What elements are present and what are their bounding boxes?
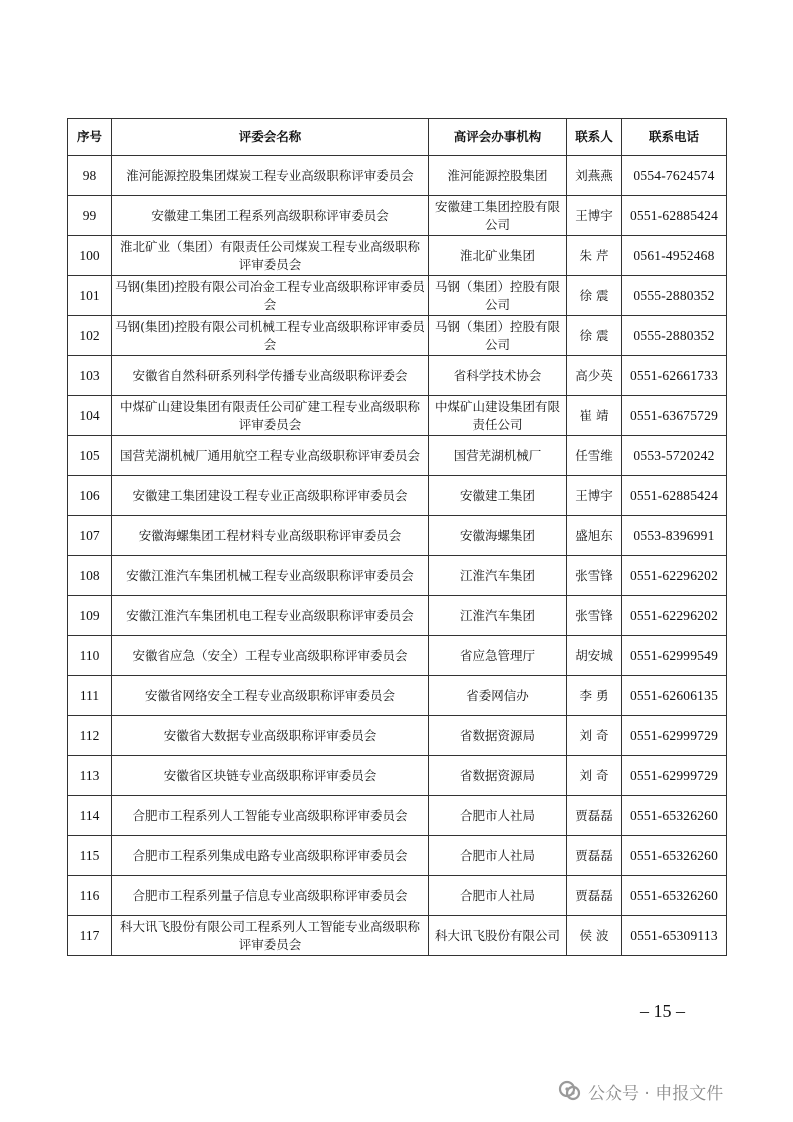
row-committee-name: 安徽省大数据专业高级职称评审委员会	[112, 716, 429, 756]
row-committee-name: 合肥市工程系列人工智能专业高级职称评审委员会	[112, 796, 429, 836]
row-contact: 李 勇	[567, 676, 622, 716]
row-committee-name: 安徽江淮汽车集团机械工程专业高级职称评审委员会	[112, 556, 429, 596]
row-committee-name: 马钢(集团)控股有限公司冶金工程专业高级职称评审委员会	[112, 276, 429, 316]
table-row	[68, 716, 727, 756]
row-committee-name: 安徽海螺集团工程材料专业高级职称评审委员会	[112, 516, 429, 556]
table-row	[68, 756, 727, 796]
row-seq: 105	[68, 436, 112, 476]
row-committee-name: 马钢(集团)控股有限公司机械工程专业高级职称评审委员会	[112, 316, 429, 356]
header-committee-name: 评委会名称	[112, 119, 429, 156]
row-seq: 103	[68, 356, 112, 396]
row-phone: 0554-7624574	[622, 156, 727, 196]
row-phone: 0551-62999549	[622, 636, 727, 676]
row-contact: 高少英	[567, 356, 622, 396]
table-body	[68, 156, 727, 956]
row-phone: 0551-63675729	[622, 396, 727, 436]
row-contact: 侯 波	[567, 916, 622, 956]
row-phone: 0551-65326260	[622, 876, 727, 916]
row-office: 国营芜湖机械厂	[429, 436, 567, 476]
row-office: 省委网信办	[429, 676, 567, 716]
table-row	[68, 676, 727, 716]
row-committee-name: 安徽省区块链专业高级职称评审委员会	[112, 756, 429, 796]
page-number: – 15 –	[640, 1001, 685, 1021]
row-phone: 0553-8396991	[622, 516, 727, 556]
row-contact: 徐 震	[567, 276, 622, 316]
row-seq: 116	[68, 876, 112, 916]
row-phone: 0551-65309113	[622, 916, 727, 956]
row-office: 合肥市人社局	[429, 836, 567, 876]
row-contact: 张雪锋	[567, 596, 622, 636]
row-phone: 0551-62999729	[622, 716, 727, 756]
row-contact: 盛旭东	[567, 516, 622, 556]
row-contact: 王博宇	[567, 476, 622, 516]
row-contact: 贾磊磊	[567, 796, 622, 836]
row-office: 安徽海螺集团	[429, 516, 567, 556]
row-phone: 0555-2880352	[622, 276, 727, 316]
table-row	[68, 636, 727, 676]
row-contact: 刘 奇	[567, 756, 622, 796]
row-contact: 王博宇	[567, 196, 622, 236]
table-row	[68, 836, 727, 876]
row-office: 江淮汽车集团	[429, 556, 567, 596]
row-contact: 刘 奇	[567, 716, 622, 756]
table-row	[68, 556, 727, 596]
row-committee-name: 安徽省自然科研系列科学传播专业高级职称评委会	[112, 356, 429, 396]
row-committee-name: 国营芜湖机械厂通用航空工程专业高级职称评审委员会	[112, 436, 429, 476]
table-row	[68, 196, 727, 236]
row-office: 安徽建工集团控股有限公司	[429, 196, 567, 236]
row-committee-name: 安徽省应急（安全）工程专业高级职称评审委员会	[112, 636, 429, 676]
row-committee-name: 科大讯飞股份有限公司工程系列人工智能专业高级职称评审委员会	[112, 916, 429, 956]
row-phone: 0551-62296202	[622, 596, 727, 636]
table-row	[68, 476, 727, 516]
committee-table	[67, 118, 727, 956]
row-office: 省应急管理厅	[429, 636, 567, 676]
row-contact: 刘燕燕	[567, 156, 622, 196]
row-office: 省数据资源局	[429, 756, 567, 796]
header-seq: 序号	[68, 119, 112, 156]
table-row	[68, 916, 727, 956]
row-committee-name: 淮北矿业（集团）有限责任公司煤炭工程专业高级职称评审委员会	[112, 236, 429, 276]
row-seq: 101	[68, 276, 112, 316]
row-contact: 崔 靖	[567, 396, 622, 436]
row-office: 马钢（集团）控股有限公司	[429, 316, 567, 356]
table-row	[68, 876, 727, 916]
row-seq: 108	[68, 556, 112, 596]
row-committee-name: 安徽建工集团建设工程专业正高级职称评审委员会	[112, 476, 429, 516]
row-contact: 徐 震	[567, 316, 622, 356]
table-row	[68, 276, 727, 316]
row-seq: 111	[68, 676, 112, 716]
row-phone: 0551-62885424	[622, 196, 727, 236]
watermark-text: 公众号 · 申报文件	[588, 1083, 724, 1104]
row-committee-name: 淮河能源控股集团煤炭工程专业高级职称评审委员会	[112, 156, 429, 196]
watermark	[558, 1078, 723, 1104]
row-office: 淮北矿业集团	[429, 236, 567, 276]
row-phone: 0551-62661733	[622, 356, 727, 396]
row-office: 马钢（集团）控股有限公司	[429, 276, 567, 316]
table-header-row	[68, 119, 727, 156]
row-seq: 113	[68, 756, 112, 796]
row-phone: 0551-62885424	[622, 476, 727, 516]
row-office: 省科学技术协会	[429, 356, 567, 396]
row-office: 合肥市人社局	[429, 796, 567, 836]
row-contact: 胡安城	[567, 636, 622, 676]
row-committee-name: 安徽江淮汽车集团机电工程专业高级职称评审委员会	[112, 596, 429, 636]
row-seq: 107	[68, 516, 112, 556]
row-seq: 110	[68, 636, 112, 676]
row-office: 中煤矿山建设集团有限责任公司	[429, 396, 567, 436]
table-row	[68, 396, 727, 436]
row-committee-name: 合肥市工程系列量子信息专业高级职称评审委员会	[112, 876, 429, 916]
row-contact: 张雪锋	[567, 556, 622, 596]
row-contact: 朱 芹	[567, 236, 622, 276]
row-seq: 99	[68, 196, 112, 236]
row-phone: 0551-65326260	[622, 796, 727, 836]
row-contact: 贾磊磊	[567, 876, 622, 916]
row-phone: 0561-4952468	[622, 236, 727, 276]
row-phone: 0551-65326260	[622, 836, 727, 876]
table-row	[68, 516, 727, 556]
row-phone: 0551-62606135	[622, 676, 727, 716]
row-seq: 100	[68, 236, 112, 276]
row-contact: 贾磊磊	[567, 836, 622, 876]
row-seq: 114	[68, 796, 112, 836]
row-phone: 0551-62999729	[622, 756, 727, 796]
row-phone: 0555-2880352	[622, 316, 727, 356]
row-committee-name: 安徽建工集团工程系列高级职称评审委员会	[112, 196, 429, 236]
table-row	[68, 236, 727, 276]
row-seq: 112	[68, 716, 112, 756]
header-office: 高评会办事机构	[429, 119, 567, 156]
row-seq: 115	[68, 836, 112, 876]
wechat-channel-icon	[558, 1080, 582, 1102]
table-row	[68, 156, 727, 196]
row-phone: 0551-62296202	[622, 556, 727, 596]
row-office: 江淮汽车集团	[429, 596, 567, 636]
row-contact: 任雪维	[567, 436, 622, 476]
row-office: 科大讯飞股份有限公司	[429, 916, 567, 956]
table-row	[68, 796, 727, 836]
row-seq: 106	[68, 476, 112, 516]
table-row	[68, 356, 727, 396]
row-seq: 109	[68, 596, 112, 636]
table-row	[68, 436, 727, 476]
row-seq: 117	[68, 916, 112, 956]
row-office: 安徽建工集团	[429, 476, 567, 516]
table-row	[68, 316, 727, 356]
row-seq: 102	[68, 316, 112, 356]
row-seq: 104	[68, 396, 112, 436]
header-phone: 联系电话	[622, 119, 727, 156]
row-office: 合肥市人社局	[429, 876, 567, 916]
header-contact: 联系人	[567, 119, 622, 156]
row-committee-name: 合肥市工程系列集成电路专业高级职称评审委员会	[112, 836, 429, 876]
row-committee-name: 中煤矿山建设集团有限责任公司矿建工程专业高级职称评审委员会	[112, 396, 429, 436]
row-seq: 98	[68, 156, 112, 196]
row-phone: 0553-5720242	[622, 436, 727, 476]
row-committee-name: 安徽省网络安全工程专业高级职称评审委员会	[112, 676, 429, 716]
row-office: 淮河能源控股集团	[429, 156, 567, 196]
row-office: 省数据资源局	[429, 716, 567, 756]
table-row	[68, 596, 727, 636]
